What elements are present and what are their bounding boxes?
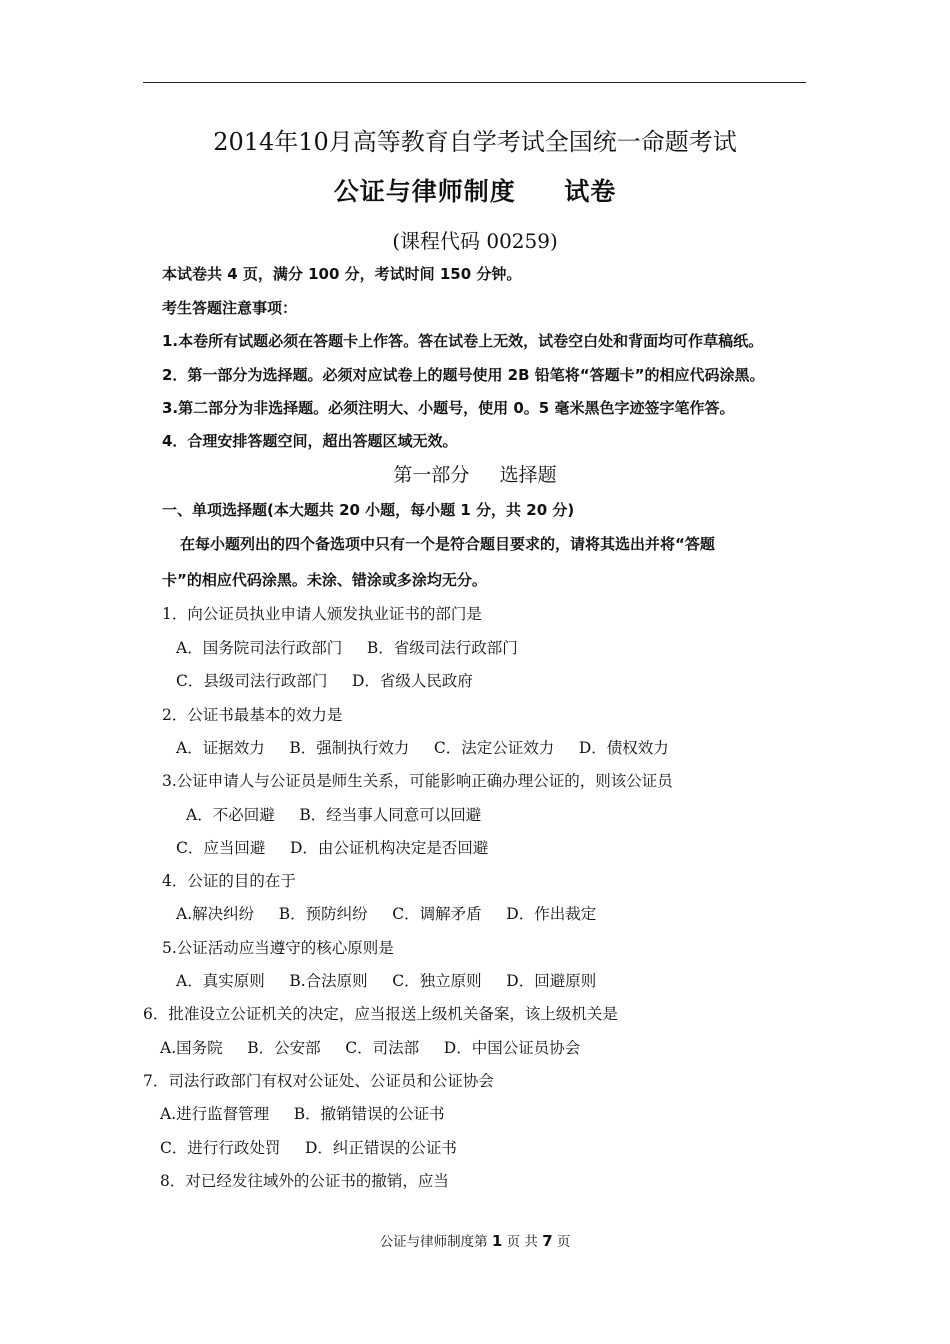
question-stem: 6．批准设立公证机关的决定，应当报送上级机关备案，该上级机关是 xyxy=(143,1005,618,1023)
question-stem: 5.公证活动应当遵守的核心原则是 xyxy=(162,939,394,957)
instruction-item: 2．第一部分为选择题。必须对应试卷上的题号使用 2B 铅笔将“答题卡”的相应代码涂黑。 xyxy=(162,366,765,384)
instructions-summary: 本试卷共 4 页，满分 100 分，考试时间 150 分钟。 xyxy=(162,265,522,283)
question-options: C．县级司法行政部门 D．省级人民政府 xyxy=(176,672,473,690)
page-footer xyxy=(0,1230,950,1250)
instruction-item: 3.第二部分为非选择题。必须注明大、小题号，使用 0。5 毫米黑色字迹签字笔作答。 xyxy=(162,399,735,417)
section-heading: 一、单项选择题(本大题共 20 小题，每小题 1 分，共 20 分) xyxy=(162,501,575,519)
question-stem: 3.公证申请人与公证员是师生关系，可能影响正确办理公证的，则该公证员 xyxy=(162,772,673,790)
question-options: A．真实原则 B.合法原则 C．独立原则 D．回避原则 xyxy=(176,972,597,990)
footer-middle: 页 共 xyxy=(502,1234,543,1250)
section-note-continued: 卡”的相应代码涂黑。未涂、错涂或多涂均无分。 xyxy=(162,571,487,589)
footer-total-pages: 7 xyxy=(542,1232,553,1250)
footer-page-number: 1 xyxy=(491,1232,503,1250)
question-stem: 7．司法行政部门有权对公证处、公证员和公证协会 xyxy=(143,1072,494,1090)
paper-title: 公证与律师制度 试卷 xyxy=(333,177,617,206)
question-options: A．国务院司法行政部门 B．省级司法行政部门 xyxy=(176,639,518,657)
instruction-item: 4．合理安排答题空间，超出答题区域无效。 xyxy=(162,432,458,450)
question-options: A．不必回避 B．经当事人同意可以回避 xyxy=(186,806,482,824)
question-stem: 1．向公证员执业申请人颁发执业证书的部门是 xyxy=(162,605,482,623)
exam-title: 2014年10月高等教育自学考试全国统一命题考试 xyxy=(213,128,737,156)
course-code: (课程代码 00259) xyxy=(392,229,558,253)
footer-suffix: 页 xyxy=(552,1234,571,1250)
instruction-item: 1.本卷所有试题必须在答题卡上作答。答在试卷上无效，试卷空白处和背面均可作草稿纸。 xyxy=(162,332,764,350)
question-options: A.解决纠纷 B．预防纠纷 C．调解矛盾 D．作出裁定 xyxy=(176,905,597,923)
question-stem: 8．对已经发往域外的公证书的撤销，应当 xyxy=(160,1172,449,1190)
header-rule xyxy=(143,82,806,83)
instructions-heading: 考生答题注意事项： xyxy=(162,299,298,317)
question-options: A.进行监督管理 B．撤销错误的公证书 xyxy=(160,1105,445,1123)
question-options: C．应当回避 D．由公证机构决定是否回避 xyxy=(176,839,489,857)
question-stem: 4．公证的目的在于 xyxy=(162,872,296,890)
section-note: 在每小题列出的四个备选项中只有一个是符合题目要求的，请将其选出并将“答题 xyxy=(180,535,715,553)
question-options: A．证据效力 B．强制执行效力 C．法定公证效力 D．债权效力 xyxy=(176,739,669,757)
question-options: C．进行行政处罚 D．纠正错误的公证书 xyxy=(160,1139,457,1157)
part-one-title: 第一部分 选择题 xyxy=(393,464,557,486)
question-options: A.国务院 B．公安部 C．司法部 D．中国公证员协会 xyxy=(160,1039,581,1057)
question-stem: 2．公证书最基本的效力是 xyxy=(162,706,343,724)
footer-prefix: 公证与律师制度第 xyxy=(379,1234,492,1250)
